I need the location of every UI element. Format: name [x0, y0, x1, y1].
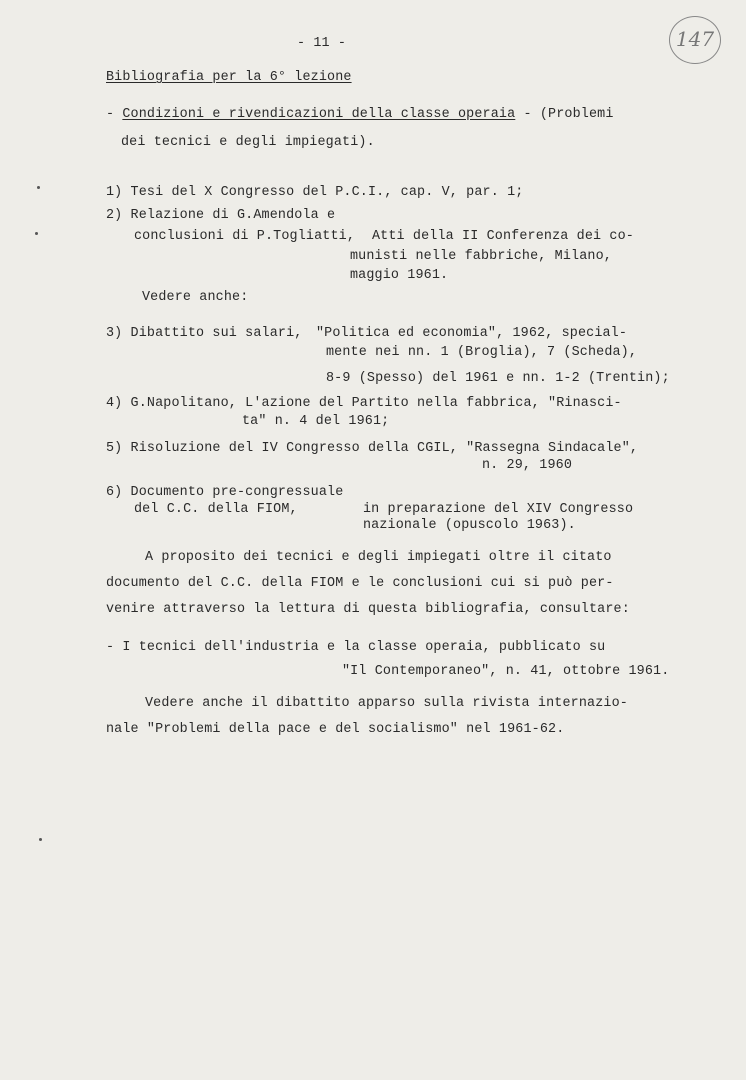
intro-after: - (Problemi [515, 107, 614, 122]
item-4-line-1: 4) G.Napolitano, L'azione del Partito nella fabbrica, "Rinasci- [106, 396, 622, 411]
closing-line-2: nale "Problemi della pace e del socialismo" nel 1961-62. [106, 722, 565, 737]
paragraph-line-2: documento del C.C. della FIOM e le conclusioni cui si può per- [106, 576, 614, 591]
intro-line-1 [106, 107, 614, 123]
item-2-line-3: munisti nelle fabbriche, Milano, [350, 249, 612, 264]
paragraph-line-4: - I tecnici dell'industria e la classe operaia, pubblicato su [106, 640, 606, 655]
margin-mark [35, 232, 38, 235]
intro-topic: Condizioni e rivendicazioni della classe operaia [122, 107, 516, 122]
paragraph-line-1: A proposito dei tecnici e degli impiegati oltre il citato [145, 550, 612, 565]
paragraph-line-3: venire attraverso la lettura di questa bibliografia, consultare: [106, 602, 630, 617]
item-1: 1) Tesi del X Congresso del P.C.I., cap. V, par. 1; [106, 185, 524, 200]
item-2-line-2: conclusioni di P.Togliatti, [134, 229, 356, 244]
item-3-line-2: mente nei nn. 1 (Broglia), 7 (Scheda), [326, 345, 638, 360]
closing-line-1: Vedere anche il dibattito apparso sulla rivista internazio- [145, 696, 628, 711]
see-also: Vedere anche: [142, 290, 249, 305]
item-2-line-2b: Atti della II Conferenza dei co- [372, 229, 634, 244]
item-3-line-1a: 3) Dibattito sui salari, [106, 326, 303, 341]
item-2-line-1: 2) Relazione di G.Amendola e [106, 208, 336, 223]
paragraph-line-5: "Il Contemporaneo", n. 41, ottobre 1961. [342, 664, 670, 679]
item-5-line-2: n. 29, 1960 [482, 458, 573, 473]
item-2-line-4: maggio 1961. [350, 268, 449, 283]
margin-mark [39, 838, 42, 841]
item-6-line-2b: in preparazione del XIV Congresso [363, 502, 634, 517]
page-number: - 11 - [297, 36, 347, 51]
item-6-line-2a: del C.C. della FIOM, [134, 502, 298, 517]
item-4-line-2: ta" n. 4 del 1961; [242, 414, 390, 429]
item-3-line-3: 8-9 (Spesso) del 1961 e nn. 1-2 (Trentin); [326, 371, 670, 386]
intro-line-2: dei tecnici e degli impiegati). [121, 135, 375, 150]
stamp-number: 147 [675, 27, 715, 51]
bibliography-heading: Bibliografia per la 6° lezione [106, 70, 352, 85]
item-6-line-3: nazionale (opuscolo 1963). [363, 518, 576, 533]
intro-dash: - [106, 107, 123, 122]
margin-mark [37, 186, 40, 189]
item-3-line-1b: "Politica ed economia", 1962, special- [316, 326, 628, 341]
item-6-line-1: 6) Documento pre-congressuale [106, 485, 344, 500]
archive-stamp [669, 16, 721, 64]
item-5-line-1: 5) Risoluzione del IV Congresso della CGIL, "Rassegna Sindacale", [106, 441, 639, 456]
